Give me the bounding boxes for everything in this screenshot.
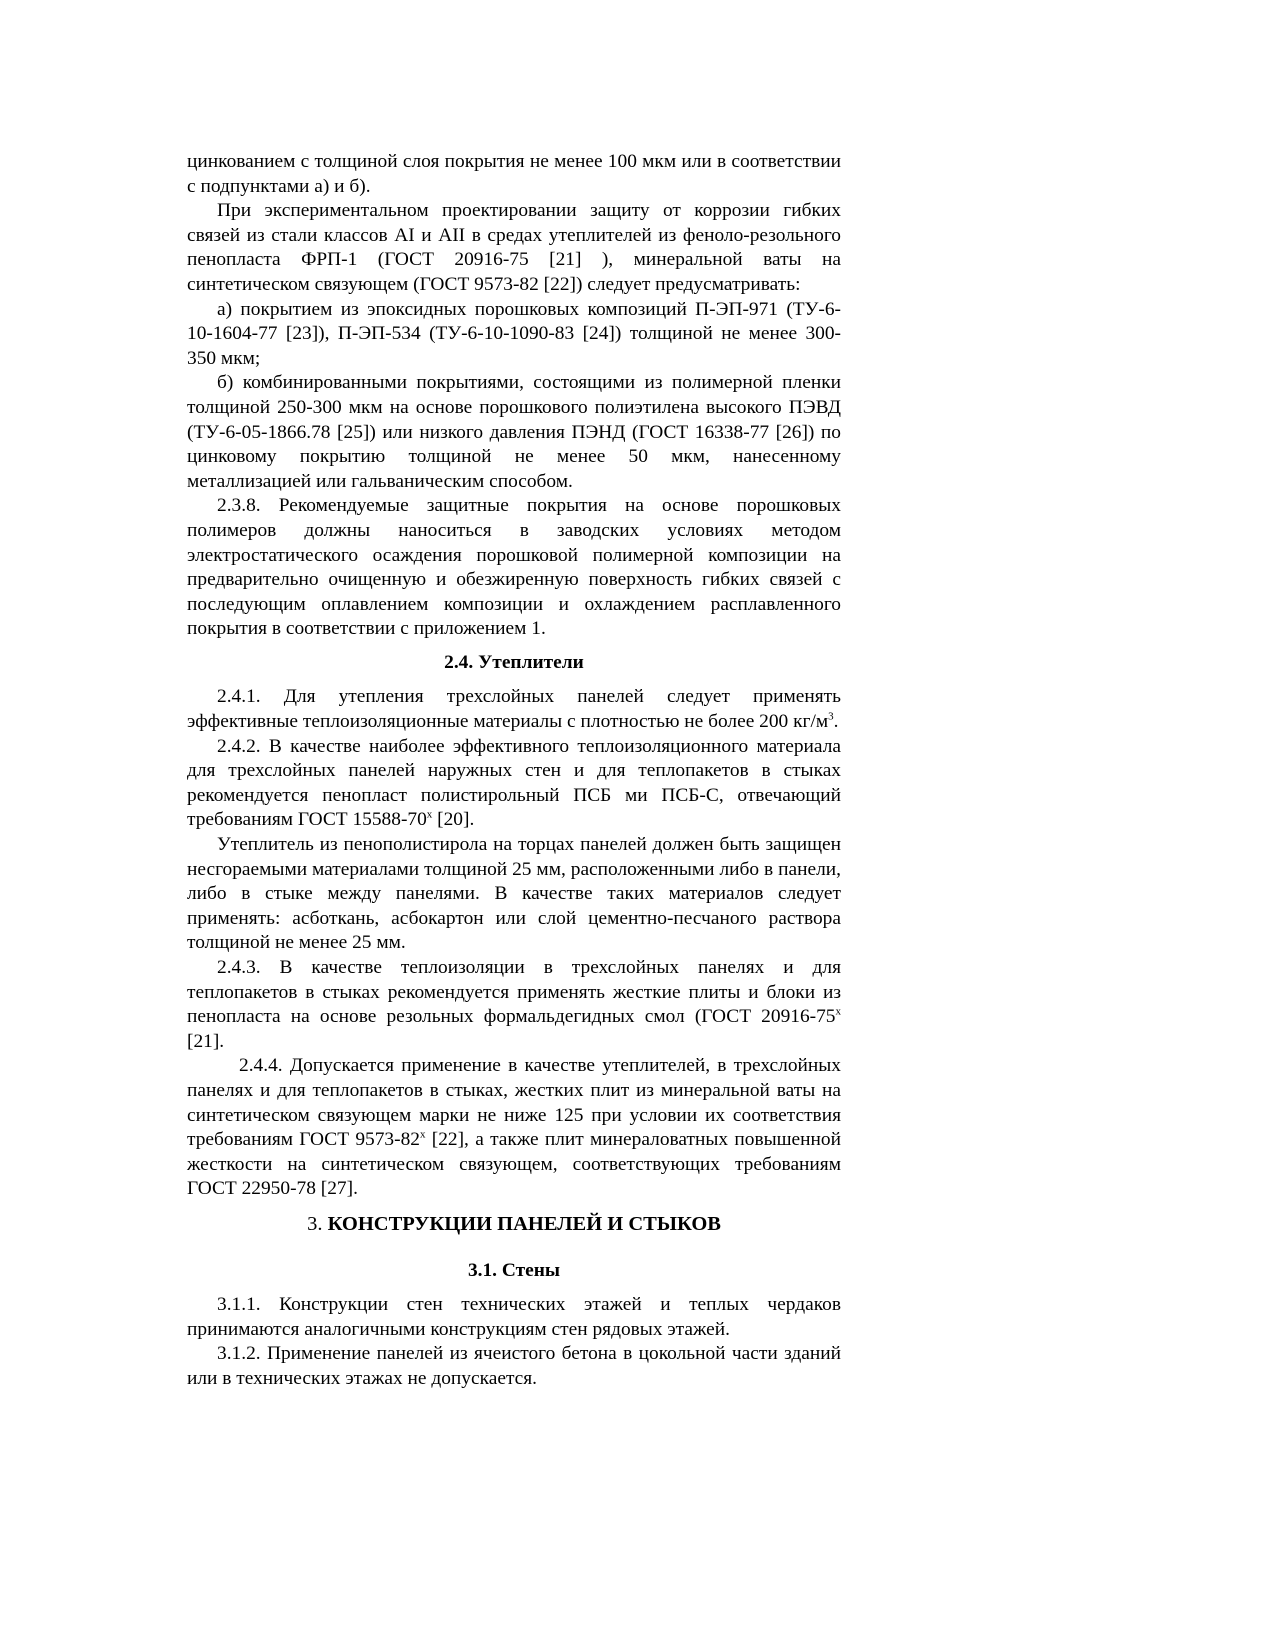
section-3-heading bbox=[187, 1212, 841, 1237]
heading-2-4: 2.4. Утеплители bbox=[444, 651, 584, 673]
paragraph-2-4-3 bbox=[187, 956, 841, 1054]
superscript-x: х bbox=[419, 1128, 426, 1141]
list-item-a: а) покрытием из эпоксидных порошковых композиций П-ЭП-971 (ТУ-6-10-1604-77 [23]), П-ЭП-534 (ТУ-6-10-1090-83 [24]) толщиной не менее 300-350 мкм; bbox=[187, 298, 841, 369]
paragraph-continuation: цинкованием с толщиной слоя покрытия не менее 100 мкм или в соответствии с подпунктами а) и б). bbox=[187, 151, 841, 197]
superscript-x: х bbox=[835, 1005, 841, 1018]
paragraph-insulation-protection: Утеплитель из пенополистирола на торцах панелей должен быть защищен несгораемыми материалами толщиной 25 мм, расположенными либо в панели, либо в стыке между панелями. В качестве таких материалов следует применять: асботкань, асбокартон или слой цементно-песчаного раствора толщиной не менее 25 мм. bbox=[187, 834, 841, 954]
heading-3-1: 3.1. Стены bbox=[467, 1259, 561, 1281]
superscript-3: 3 bbox=[828, 710, 834, 723]
paragraph-2-4-3-text: 2.4.3. В качестве теплоизоляции в трехслойных панелях и для теплопакетов в стыках рекомендуется применять жесткие плиты и блоки из пенопласта на основе резольных формальдегидных смол (ГОСТ 20916-75 bbox=[187, 957, 841, 1028]
paragraph-2-4-2 bbox=[187, 735, 841, 833]
paragraph-2-4-1 bbox=[187, 685, 841, 734]
paragraph-2-4-1-tail: . bbox=[833, 711, 839, 733]
section-3-title: КОНСТРУКЦИИ ПАНЕЛЕЙ И СТЫКОВ bbox=[327, 1212, 721, 1235]
paragraph-2-4-4-text: 2.4.4. Допускается применение в качестве утеплителей, в трехслойных панелях и для теплопакетов в стыках, жестких плит из минеральной ваты на синтетическом связующем марки не ниже 125 при условии их соответствия требованиям ГОСТ 9573-82 bbox=[187, 1055, 841, 1151]
list-item-b: б) комбинированными покрытиями, состоящими из полимерной пленки толщиной 250-300 мкм на основе порошкового полиэтилена высокого ПЭВД (ТУ-6-05-1866.78 [25]) или низкого давления ПЭНД (ГОСТ 16338-77 [26]) по цинковому покрытию толщиной не менее 50 мкм, нанесенному металлизацией или гальваническим способом. bbox=[187, 372, 841, 492]
paragraph-2-3-8: 2.3.8. Рекомендуемые защитные покрытия на основе порошковых полимеров должны наноситься в заводских условиях методом электростатического осаждения порошковой полимерной композиции на предварительно очищенную и обезжиренную поверхность гибких связей с последующим оплавлением композиции и охлаждением расплавленного покрытия в соответствии с приложением 1. bbox=[187, 495, 841, 640]
paragraph-2-4-4-tail: [22], а также плит минераловатных повышенной жесткости на синтетическом связующем, соответствующих требованиям ГОСТ 22950-78 [27]. bbox=[187, 1129, 841, 1200]
paragraph-2-4-3-tail: [21]. bbox=[187, 1030, 225, 1052]
paragraph-experimental-design: При экспериментальном проектировании защиту от коррозии гибких связей из стали классов AI и AII в средах утеплителей из феноло-резольного пенопласта ФРП-1 (ГОСТ 20916-75 [21] ), минеральной ваты на синтетическом связующем (ГОСТ 9573-82 [22]) следует предусматривать: bbox=[187, 200, 841, 295]
paragraph-2-4-1-text: 2.4.1. Для утепления трехслойных панелей следует применять эффективные теплоизоляционные материалы с плотностью не более 200 кг/м bbox=[187, 686, 841, 733]
paragraph-3-1-2: 3.1.2. Применение панелей из ячеистого бетона в цокольной части зданий или в технических этажах не допускается. bbox=[187, 1343, 841, 1389]
paragraph-2-4-2-text: 2.4.2. В качестве наиболее эффективного теплоизоляционного материала для трехслойных панелей наружных стен и для теплопакетов в стыках рекомендуется пенопласт полистирольный ПСБ ми ПСБ-С, отвечающий требованиям ГОСТ 15588-70 bbox=[187, 735, 841, 831]
section-3-number: 3. bbox=[307, 1212, 328, 1235]
paragraph-2-4-2-tail: [20]. bbox=[432, 809, 475, 831]
document-page bbox=[187, 150, 841, 1392]
paragraph-3-1-1: 3.1.1. Конструкции стен технических этажей и теплых чердаков принимаются аналогичными конструкциям стен рядовых этажей. bbox=[187, 1294, 841, 1340]
superscript-x: х bbox=[426, 808, 433, 821]
paragraph-2-4-4 bbox=[187, 1054, 841, 1202]
